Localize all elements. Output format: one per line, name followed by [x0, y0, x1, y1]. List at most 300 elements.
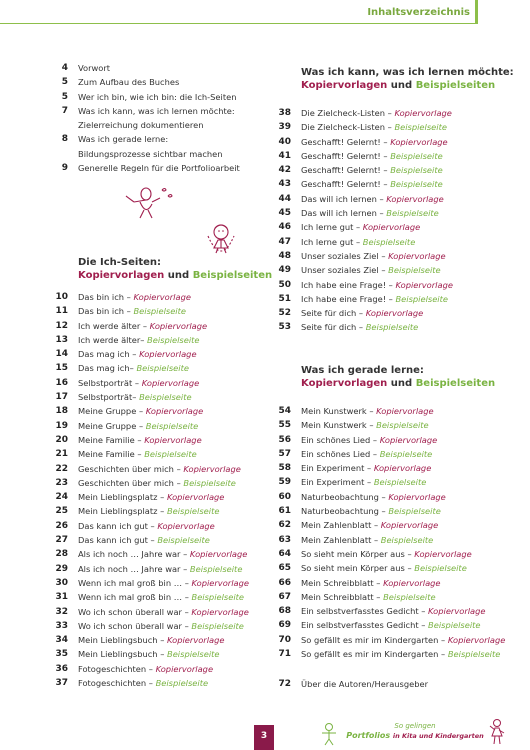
toc-separator: –: [136, 406, 146, 417]
toc-page-number: 61: [278, 506, 291, 517]
toc-page-number: 21: [55, 449, 68, 460]
toc-separator: –: [386, 293, 396, 304]
toc-entry-title: Ein Experiment: [301, 463, 365, 474]
toc-entry-text: [78, 404, 203, 418]
toc-entry-title: Ich lerne gut: [301, 222, 354, 233]
beispielseite-label: Beispielseite: [395, 293, 448, 304]
toc-separator: –: [364, 477, 374, 488]
toc-separator: –: [378, 265, 389, 276]
toc-page-number: 51: [278, 293, 291, 304]
toc-page-number: 59: [278, 477, 291, 488]
toc-entry-text: [301, 235, 415, 249]
toc-separator: –: [146, 678, 156, 689]
toc-entry-text: [301, 447, 432, 461]
toc-entry-title: Seite für dich: [301, 322, 357, 333]
beispielseite-label: Beispielseite: [428, 620, 481, 631]
kopiervorlage-label: Kopiervorlage: [189, 549, 248, 560]
beispielseite-label: Beispielseite: [191, 620, 244, 631]
toc-separator: –: [129, 349, 140, 360]
beispielseite-label: Beispielseite: [362, 236, 416, 247]
toc-entry-text: [301, 206, 439, 220]
beispielseite-label: Beispielseite: [376, 420, 429, 431]
toc-separator: –: [380, 165, 391, 176]
section-heading-was-ich-gerade-lerne: [301, 364, 495, 390]
toc-separator: –: [173, 477, 184, 488]
beispielseiten-label: Beispielseiten: [415, 378, 496, 389]
toc-separator: –: [380, 136, 391, 147]
toc-entry-title: Ich werde älter: [78, 334, 141, 345]
toc-page-number: 69: [278, 620, 291, 631]
toc-entry-title: Wo ich schon überall war: [78, 606, 182, 617]
toc-entry-text: [301, 475, 426, 489]
toc-page-number: 29: [55, 563, 68, 574]
toc-page-number: 11: [55, 306, 68, 317]
header-marker: [475, 0, 478, 24]
toc-entry-text: [301, 433, 437, 447]
toc-entry-title: So gefällt es mir im Kindergarten: [301, 634, 439, 645]
beispielseite-label: Beispielseite: [145, 420, 199, 431]
toc-separator: –: [132, 392, 140, 403]
toc-page-number: 68: [278, 606, 291, 617]
toc-entry-title: Die Zielcheck-Listen: [301, 108, 385, 118]
toc-entry-title: Geschichten über mich: [78, 477, 174, 488]
toc-page-number: 49: [278, 265, 291, 276]
toc-entry-title: Mein Lieblingsbuch: [78, 649, 158, 660]
toc-entry-title: Ein schönes Lied: [301, 434, 371, 445]
toc-entry-title: Naturbeobachtung: [301, 506, 379, 517]
toc-page-number: 56: [278, 434, 291, 445]
beispielseite-label: Beispielseite: [379, 448, 433, 459]
toc-entry-title: Ich habe eine Frage!: [301, 293, 387, 304]
toc-page-number: 70: [278, 634, 291, 645]
toc-entry-title: Über die Autoren/Herausgeber: [301, 679, 429, 689]
toc-entry-text: [301, 604, 486, 618]
toc-page-number: 33: [55, 620, 68, 631]
toc-page-number: 43: [278, 179, 291, 190]
kopiervorlage-label: Kopiervorlage: [133, 292, 191, 302]
section-title: Was ich gerade lerne:: [301, 365, 424, 376]
section-title: Die Ich-Seiten:: [78, 257, 162, 268]
toc-entry-text: [78, 319, 207, 333]
kopiervorlage-label: Kopiervorlage: [390, 136, 448, 147]
toc-separator: –: [140, 334, 148, 345]
kopiervorlage-label: Kopiervorlage: [166, 492, 225, 503]
toc-entry-title: Ein selbstverfasstes Gedicht: [301, 620, 419, 631]
kopiervorlage-label: Kopiervorlage: [167, 635, 225, 646]
toc-separator: –: [181, 606, 192, 617]
toc-page-number: 10: [55, 292, 68, 302]
toc-page-number: 55: [278, 420, 291, 431]
beispielseite-label: Beispielseite: [365, 322, 419, 333]
toc-page-number: 28: [55, 549, 68, 560]
beispielseite-label: Beispielseite: [386, 208, 439, 219]
toc-entry-text: [78, 562, 242, 576]
toc-entry-title: Geschafft! Gelernt!: [301, 179, 381, 190]
toc-separator: –: [371, 520, 381, 531]
toc-entry-text: [301, 278, 453, 292]
toc-entry-title: Zielerreichung dokumentieren: [78, 120, 204, 131]
toc-entry-text: [301, 590, 436, 604]
toc-page-number: 48: [278, 250, 291, 261]
kopiervorlage-label: Kopiervorlage: [155, 663, 214, 674]
toc-separator: –: [180, 563, 190, 574]
toc-page-number: 22: [55, 463, 68, 474]
kopiervorlage-label: Kopiervorlage: [373, 463, 432, 474]
header-rule: [0, 23, 478, 24]
toc-entry-title: Wo ich schon überall war: [78, 620, 182, 631]
toc-page-number: 7: [61, 105, 68, 116]
toc-entry-text: [78, 361, 189, 375]
toc-page-number: 30: [55, 577, 68, 588]
toc-entry-text: [301, 490, 446, 504]
toc-entry-title: Als ich noch … Jahre war: [78, 549, 181, 560]
toc-entry-title: Die Zielcheck-Listen: [301, 122, 385, 133]
page-number: 3: [260, 731, 268, 741]
toc-entry-title: Fotogeschichten: [78, 678, 147, 689]
toc-page-number: 42: [278, 165, 291, 176]
toc-separator: –: [438, 649, 448, 660]
toc-entry-text: [78, 462, 241, 476]
kopiervorlage-label: Kopiervorlage: [141, 377, 200, 388]
beispielseite-label: Beispielseite: [136, 363, 189, 374]
toc-page-number: 71: [278, 649, 291, 660]
toc-entry-text: [78, 662, 213, 676]
toc-separator: –: [373, 591, 384, 602]
toc-entry-title: Geschafft! Gelernt!: [301, 150, 381, 161]
toc-separator: –: [386, 279, 396, 290]
beispielseite-label: Beispielseite: [167, 649, 220, 660]
toc-entry-title: Meine Gruppe: [78, 420, 137, 431]
toc-page-number: 19: [55, 420, 68, 431]
page-section-title: Inhaltsverzeichnis: [367, 7, 470, 18]
section-title: Was ich kann, was ich lernen möchte:: [301, 67, 514, 78]
toc-page-number: 50: [278, 279, 291, 290]
toc-entry-title: Geschichten über mich: [78, 463, 174, 474]
toc-separator: –: [373, 577, 384, 588]
beispielseite-label: Beispielseite: [388, 265, 441, 276]
toc-page-number: 65: [278, 563, 291, 574]
kopiervorlage-label: Kopiervorlage: [183, 463, 241, 474]
toc-separator: –: [147, 535, 158, 546]
toc-entry-text: [301, 163, 443, 177]
toc-entry-text: [78, 519, 215, 533]
kopiervorlage-label: Kopiervorlage: [191, 577, 249, 588]
toc-page-number: 17: [55, 392, 68, 403]
toc-entry-text: [78, 347, 197, 361]
toc-separator: –: [418, 606, 429, 617]
toc-entry-title: Meine Gruppe: [78, 406, 137, 417]
toc-entry-text: [78, 304, 186, 318]
toc-entry-text: [78, 433, 202, 447]
toc-entry-title: So sieht mein Körper aus: [301, 548, 405, 559]
toc-entry-title: Mein Lieblingsplatz: [78, 492, 158, 503]
toc-entry-title: Das kann ich gut: [78, 520, 148, 531]
toc-entry-title: Wenn ich mal groß bin …: [78, 577, 183, 588]
toc-entry-text: [301, 547, 472, 561]
kopiervorlage-label: Kopiervorlage: [365, 308, 424, 319]
toc-entry-title: Meine Familie: [78, 434, 135, 445]
beispielseite-label: Beispielseite: [133, 306, 186, 317]
toc-entry-text: [301, 320, 418, 334]
toc-entry-text: [78, 633, 224, 647]
toc-page-number: 35: [55, 649, 68, 660]
kopiervorlage-label: Kopiervorlage: [386, 193, 444, 204]
toc-entry-text: [301, 404, 434, 418]
toc-separator: –: [134, 434, 145, 445]
toc-entry-title: Das mag ich: [78, 349, 130, 360]
toc-separator: –: [378, 506, 389, 517]
brand-line-1: So gelingen: [394, 722, 436, 730]
kopiervorlage-label: Kopiervorlage: [145, 406, 204, 417]
toc-entry-text: [301, 306, 423, 320]
toc-entry-text: [78, 504, 219, 518]
beispielseite-label: Beispielseite: [380, 534, 434, 545]
toc-separator: –: [157, 506, 167, 517]
toc-page-number: 38: [278, 108, 291, 118]
toc-entry-text: [301, 418, 429, 432]
toc-page-number: 36: [55, 663, 68, 674]
toc-entry-text: [78, 333, 200, 347]
toc-entry-text: [301, 106, 452, 120]
toc-entry-text: [78, 533, 210, 547]
beispielseite-label: Beispielseite: [447, 649, 501, 660]
girl-figure-icon: [488, 718, 506, 746]
toc-entry-text: [301, 192, 444, 206]
toc-page-number: 60: [278, 491, 291, 502]
toc-separator: –: [356, 308, 366, 319]
toc-separator: –: [180, 549, 190, 560]
beispielseite-label: Beispielseite: [191, 592, 244, 603]
toc-separator: –: [404, 548, 415, 559]
toc-separator: –: [140, 320, 150, 331]
toc-entry-title: Geschafft! Gelernt!: [301, 136, 381, 147]
toc-page-number: 57: [278, 448, 291, 459]
toc-separator: –: [418, 620, 429, 631]
toc-entry-title: Unser soziales Ziel: [301, 250, 379, 261]
toc-page-number: 62: [278, 520, 291, 531]
kopiervorlage-label: Kopiervorlage: [380, 520, 439, 531]
toc-page-number: 23: [55, 477, 68, 488]
toc-entry-text: [78, 447, 197, 461]
beispielseite-label: Beispielseite: [373, 477, 427, 488]
und-label: und: [390, 378, 413, 389]
kopiervorlage-label: Kopiervorlage: [428, 606, 486, 617]
toc-page-number: 12: [55, 320, 68, 331]
kopiervorlage-label: Kopiervorlage: [379, 434, 438, 445]
kopiervorlage-label: Kopiervorlage: [149, 320, 208, 331]
toc-page-number: 67: [278, 591, 291, 602]
toc-separator: –: [364, 463, 374, 474]
und-label: und: [167, 270, 190, 281]
toc-entry-title: Zum Aufbau des Buches: [78, 77, 180, 88]
toc-separator: –: [146, 663, 156, 674]
toc-entry-title: Ein schönes Lied: [301, 448, 371, 459]
toc-entry-title: Das bin ich: [78, 292, 125, 302]
toc-entry-title: Das will ich lernen: [301, 193, 377, 204]
beispielseite-label: Beispielseite: [157, 535, 210, 546]
toc-entry-text: [301, 120, 447, 134]
kopiervorlage-label: Kopiervorlage: [139, 349, 197, 360]
toc-entry-title: Mein Lieblingsbuch: [78, 635, 158, 646]
toc-entry-title: Wenn ich mal groß bin …: [78, 592, 183, 603]
toc-separator: –: [438, 634, 448, 645]
brand-line-2: Portfolios: [346, 731, 391, 740]
toc-page-number: 24: [55, 492, 68, 503]
toc-entry-text: [301, 292, 448, 306]
beispielseite-label: Beispielseite: [144, 449, 197, 460]
toc-entry-title: Naturbeobachtung: [301, 491, 379, 502]
toc-entry-title: Generelle Regeln für die Portfolioarbeit: [78, 163, 240, 174]
toc-page-number: 5: [61, 77, 68, 88]
toc-separator: –: [353, 222, 363, 233]
beispielseite-label: Beispielseite: [189, 563, 243, 574]
toc-entry-title: So sieht mein Körper aus: [301, 563, 405, 574]
toc-separator: –: [147, 520, 158, 531]
toc-separator: –: [380, 179, 391, 190]
toc-page-number: 32: [55, 606, 68, 617]
toc-separator: –: [366, 420, 377, 431]
toc-page-number: 37: [55, 678, 68, 689]
toc-page-number: 4: [61, 63, 68, 73]
toc-entry-title: Das bin ich: [78, 306, 125, 317]
toc-entry-text: [78, 419, 198, 433]
toc-entry-text: [78, 676, 208, 690]
toc-entry-title: Ich habe eine Frage!: [301, 279, 387, 290]
toc-separator: –: [370, 448, 380, 459]
toc-page-number: 44: [278, 193, 291, 204]
toc-page-number: 58: [278, 463, 291, 474]
kopiervorlage-label: Kopiervorlage: [388, 491, 446, 502]
toc-entry-title: Mein Zahlenblatt: [301, 520, 372, 531]
toc-separator: –: [157, 492, 167, 503]
toc-entry-text: [78, 619, 244, 633]
toc-entry-title: Meine Familie: [78, 449, 135, 460]
toc-page-number: 31: [55, 592, 68, 603]
toc-entry-text: [301, 177, 443, 191]
toc-entry-title: Ein Experiment: [301, 477, 365, 488]
toc-separator: –: [370, 434, 380, 445]
brand-line-2-rest: in Kita und Kindergarten: [392, 732, 484, 740]
beispielseite-label: Beispielseite: [183, 477, 236, 488]
toc-separator: –: [376, 193, 387, 204]
kopiervorlage-label: Kopiervorlage: [376, 406, 434, 416]
section-heading-was-ich-kann: [301, 66, 514, 92]
toc-entry-text: [301, 149, 443, 163]
toc-entry-text: [301, 249, 446, 263]
toc-page-number: 25: [55, 506, 68, 517]
toc-page-number: 27: [55, 535, 68, 546]
section-heading-ich-seiten: [78, 256, 272, 282]
toc-page-number: 45: [278, 208, 291, 219]
toc-page-number: 15: [55, 363, 68, 374]
toc-separator: –: [157, 649, 168, 660]
toc-page-number: 34: [55, 635, 68, 646]
toc-separator: –: [378, 250, 389, 261]
toc-entry-title: Das will ich lernen: [301, 208, 377, 219]
toc-entry-title: Selbstporträt: [78, 392, 133, 403]
beispielseite-label: Beispielseite: [390, 179, 443, 190]
toc-entry-text: [301, 263, 441, 277]
toc-separator: –: [182, 577, 192, 588]
toc-page-number: 8: [61, 134, 68, 145]
toc-separator: –: [356, 322, 366, 333]
kopiervorlagen-label: Kopiervorlagen: [78, 270, 165, 281]
toc-separator: –: [181, 620, 192, 631]
toc-entry-text: [78, 490, 224, 504]
toc-separator: –: [385, 108, 395, 118]
toc-page-number: 9: [61, 163, 68, 174]
toc-separator: –: [366, 406, 377, 416]
toc-page-number: 54: [278, 406, 291, 416]
kopiervorlage-label: Kopiervorlage: [191, 606, 249, 617]
toc-entry-title: Geschafft! Gelernt!: [301, 165, 381, 176]
kopiervorlage-label: Kopiervorlage: [157, 520, 215, 531]
toc-entry-title: Als ich noch … Jahre war: [78, 563, 181, 574]
toc-separator: –: [378, 491, 389, 502]
toc-entry-text: [301, 135, 448, 149]
kopiervorlage-label: Kopiervorlage: [144, 434, 202, 445]
toc-entry-title: So gefällt es mir im Kindergarten: [301, 649, 439, 660]
toc-page-number: 20: [55, 434, 68, 445]
toc-entry-text: [78, 647, 220, 661]
kopiervorlage-label: Kopiervorlage: [394, 108, 452, 118]
toc-page-number: 16: [55, 377, 68, 388]
toc-separator: –: [376, 208, 387, 219]
toc-entry-text: [301, 633, 505, 647]
beispielseite-label: Beispielseite: [388, 506, 441, 517]
toc-entry-text: [78, 590, 244, 604]
toc-separator: –: [124, 292, 134, 302]
toc-entry-text: [301, 220, 420, 234]
toc-page-number: 5: [61, 91, 68, 102]
toc-entry-text: [78, 376, 199, 390]
toc-separator: –: [124, 306, 134, 317]
toc-entry-text: [78, 547, 247, 561]
toc-page-number: 72: [278, 679, 291, 689]
toc-page-number: 13: [55, 334, 68, 345]
toc-entry-title: Das kann ich gut: [78, 535, 148, 546]
toc-entry-text: [301, 518, 438, 532]
toc-page-number: 41: [278, 150, 291, 161]
toc-page-number: 46: [278, 222, 291, 233]
kopiervorlage-label: Kopiervorlage: [395, 279, 453, 290]
toc-entry-text: [301, 561, 467, 575]
toc-page-number: 18: [55, 406, 68, 417]
toc-entry-title: Mein Zahlenblatt: [301, 534, 372, 545]
toc-separator: –: [157, 635, 168, 646]
kopiervorlage-label: Kopiervorlage: [414, 548, 472, 559]
toc-entry-title: Seite für dich: [301, 308, 357, 319]
toc-page-number: 64: [278, 548, 291, 559]
beispielseite-label: Beispielseite: [390, 150, 443, 161]
toc-separator: –: [173, 463, 184, 474]
child-figure-icon: [318, 722, 340, 746]
und-label: und: [390, 80, 413, 91]
toc-entry-title: Was ich gerade lerne:: [78, 134, 169, 145]
toc-separator: –: [136, 420, 146, 431]
toc-entry-title: Selbstporträt: [78, 377, 133, 388]
toc-page-number: 39: [278, 122, 291, 133]
kopiervorlagen-label: Kopiervorlagen: [301, 80, 388, 91]
toc-entry-title: Vorwort: [78, 63, 111, 73]
kopiervorlage-label: Kopiervorlage: [383, 577, 441, 588]
beispielseite-label: Beispielseite: [394, 122, 447, 133]
toc-entry-title: Mein Kunstwerk: [301, 406, 367, 416]
toc-page-number: 40: [278, 136, 291, 147]
toc-entry-title: Das mag ich: [78, 363, 130, 374]
toc-page-number: 53: [278, 322, 291, 333]
toc-page-number: 66: [278, 577, 291, 588]
